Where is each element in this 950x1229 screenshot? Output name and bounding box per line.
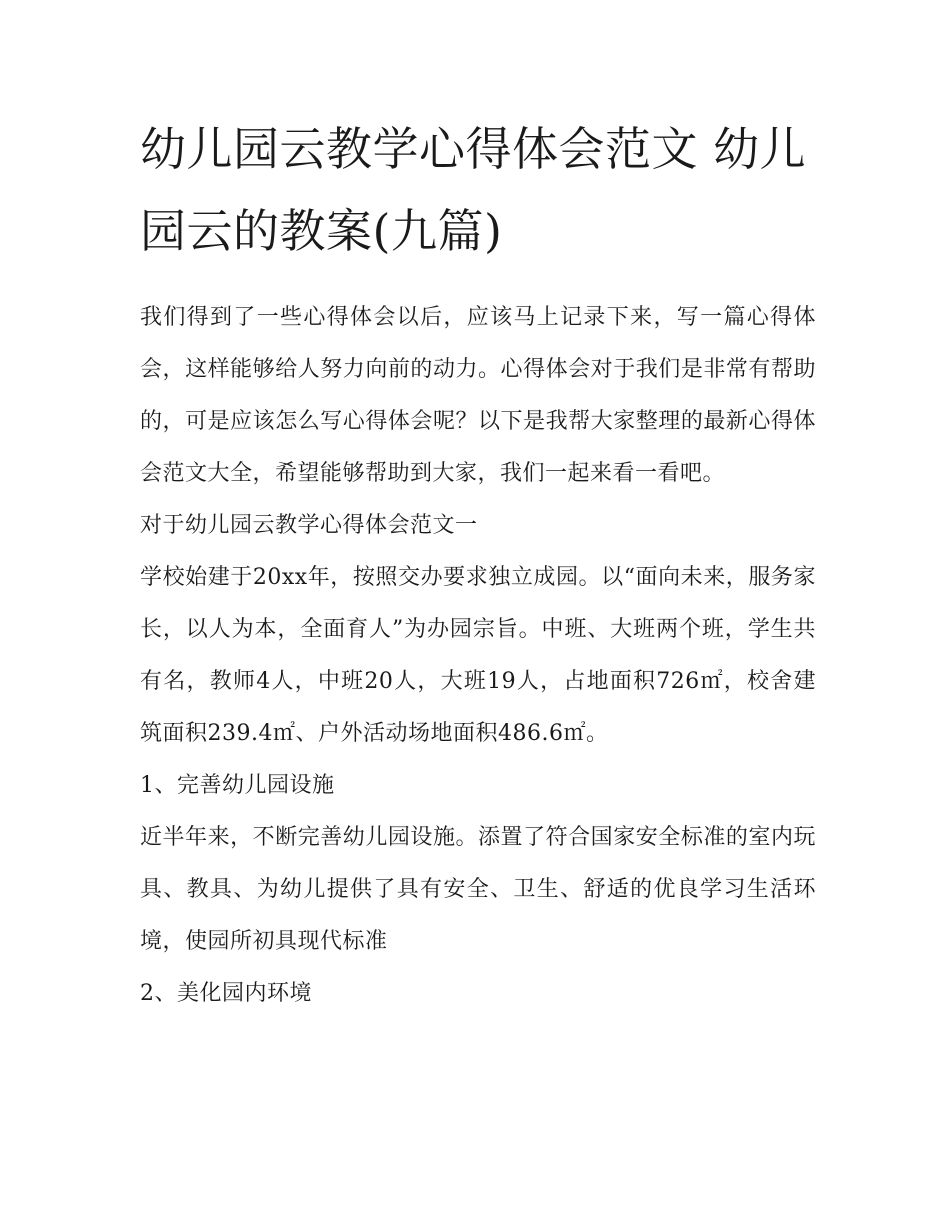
point-2-heading: 2、美化园内环境	[140, 981, 312, 1006]
section-title: 对于幼儿园云教学心得体会范文一	[140, 513, 478, 538]
point-1-paragraph: 近半年来，不断完善幼儿园设施。添置了符合国家安全标准的室内玩具、教具、为幼儿提供了具有安全、卫生、舒适的优良学习生活环境，使园所初具现代标准	[140, 825, 816, 954]
document-title: 幼儿园云教学心得体会范文 幼儿园云的教案(九篇)	[140, 122, 807, 258]
school-info-paragraph: 学校始建于20xx年，按照交办要求独立成园。以“面向未来，服务家长，以人为本，全面育人”为办园宗旨。中班、大班两个班，学生共有名，教师4人，中班20人，大班19人，占地面积726㎡，校舍建筑面积239.4㎡、户外活动场地面积486.6㎡。	[140, 565, 816, 746]
point-1-heading: 1、完善幼儿园设施	[140, 773, 335, 798]
document-body	[140, 108, 816, 1020]
intro-paragraph: 我们得到了一些心得体会以后，应该马上记录下来，写一篇心得体会，这样能够给人努力向前的动力。心得体会对于我们是非常有帮助的，可是应该怎么写心得体会呢？以下是我帮大家整理的最新心得体会范文大全，希望能够帮助到大家，我们一起来看一看吧。	[140, 305, 816, 486]
